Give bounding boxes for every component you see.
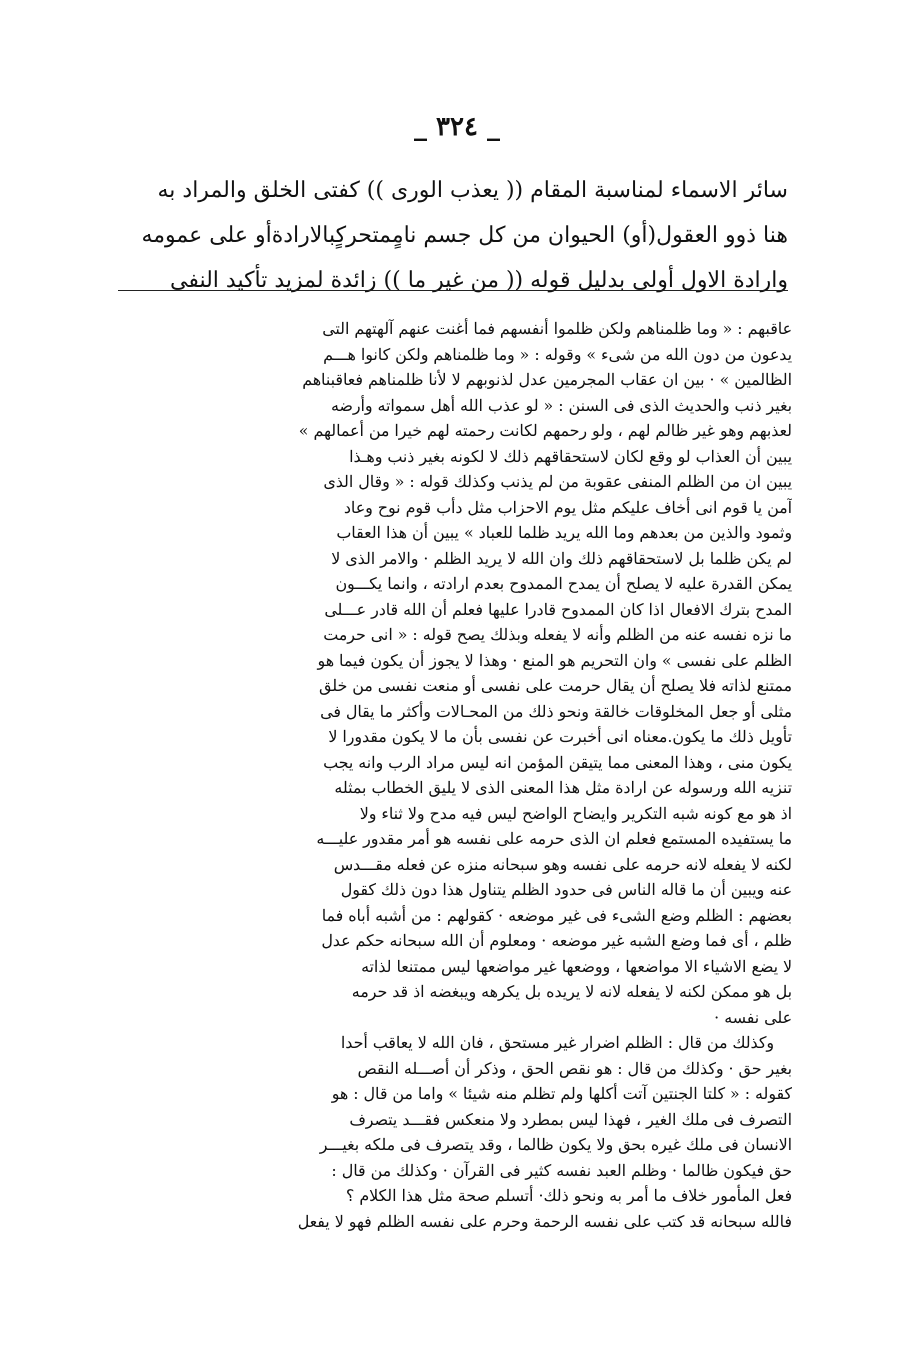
note-line: يبين أن العذاب لو وقع لكان لاستحقاقهم ذلك لا لكونه بغير ذنب وهـذا [349, 446, 792, 466]
footnote-divider [118, 290, 788, 291]
note-line: لعذبهم وهو غير ظالم لهم ، ولو رحمهم لكانت رحمته لهم خيرا من أعمالهم » [298, 421, 792, 440]
note-line: الانسان فى ملك غيره بحق ولا يكون ظالما ، وقد يتصرف فى ملكه بغيـــر [319, 1135, 792, 1154]
note-line: كقوله : « كلتا الجنتين آتت أكلها ولم تظلم منه شيئا » واما من قال : هو [331, 1084, 792, 1103]
note-line: لم يكن ظلما بل لاستحقاقهم ذلك وان الله لا يريد الظلم · والامر الذى لا [331, 548, 792, 568]
main-line: سائر الاسماء لمناسبة المقام (( يعذب الورى )) كفتى الخلق والمراد به [157, 178, 788, 203]
note-line: بغير ذنب والحديث الذى فى السنن : « لو عذب الله أهل سمواته وأرضه [330, 395, 792, 415]
note-line: آمن يا قوم انى أخاف عليكم مثل يوم الاحزاب مثل دأب قوم نوح وعاد [343, 497, 792, 517]
note-line: ممتنع لذاته فلا يصلح أن يقال حرمت على نفسى أو منعت نفسى من خلق [319, 676, 792, 695]
note-line: يمكن القدرة عليه لا يصلح أن يمدح الممدوح بعدم ارادته ، وانما يكـــون [335, 574, 792, 593]
note-line: يدعون من دون الله من شىء » وقوله : « وما ظلمناهم ولكن كانوا هـــم [323, 344, 792, 364]
note-line: مثلى أو جعل المخلوقات خالقة ونحو ذلك من المحـالات وأكثر ما يقال فى [320, 701, 792, 721]
note-line: حق فيكون ظالما · وظلم العبد نفسه كثير فى القرآن · وكذلك من قال : [331, 1160, 792, 1180]
note-line: لا يضع الاشياء الا مواضعها ، ووضعها غير مواضعها ليس ممتنعا لذاته [361, 956, 792, 976]
page-number: _ ٣٢٤ _ [413, 112, 501, 142]
note-line: فالله سبحانه قد كتب على نفسه الرحمة وحرم على نفسه الظلم فهو لا يفعل [297, 1211, 792, 1231]
note-line: لكنه لا يفعله لانه حرمه على نفسه وهو سبحانه منزه عن فعله مقـــدس [333, 854, 792, 874]
note-line: وثمود والذين من بعدهم وما الله يريد ظلما للعباد » يبين أن هذا العقاب [336, 523, 792, 542]
note-line: يكون منى ، وهذا المعنى مما يتيقن المؤمن انه ليس مراد الرب وانه يجب [323, 752, 792, 772]
note-line: تأويل ذلك ما يكون.معناه انى أخبرت عن نفسى بأن ما لا يكون مقدورا لا [328, 727, 792, 746]
note-line: اذ هو مع كونه شبه التكرير وايضاح الواضح ليس فيه مدح ولا ثناء ولا [359, 803, 792, 823]
note-line: عنه ويبين أن ما قاله الناس فى حدود الظلم يتناول هذا دون ذلك كقول [340, 880, 792, 899]
note-line: على نفسه · [714, 1007, 792, 1027]
note-line: الظالمين » · بين ان عقاب المجرمين عدل لذنوبهم لا لأنا ظلمناهم فعاقبناهم [302, 370, 792, 389]
note-line: ما نزه نفسه عنه من الظلم وأنه لا يفعله وبذلك يصح قوله : « انى حرمت [323, 625, 792, 644]
note-line: بعضهم : الظلم وضع الشىء فى غير موضعه · كقولهم : من أشبه أباه فما [321, 905, 792, 925]
note-line: التصرف فى ملك الغير ، فهذا ليس بمطرد ولا منعكس فقـــد يتصرف [349, 1109, 792, 1129]
note-line: الظلم على نفسى » وان التحريم هو المنع · وهذا لا يجوز أن يكون فيما هو [317, 650, 792, 670]
main-text [118, 168, 788, 303]
note-line: ظلم ، أى فما وضع الشبه غير موضعه · ومعلوم أن الله سبحانه حكم عدل [321, 931, 792, 950]
note-line: فعل المأمور خلاف ما أمر به ونحو ذلك· أتسلم صحة مثل هذا الكلام ؟ [345, 1186, 792, 1205]
main-line: هنا ذوو العقول(أو) الحيوان من كل جسم نامٍمتحركٍبالارادةأو على عمومه [141, 223, 788, 248]
note-line: ما يستفيده المستمع فعلم ان الذى حرمه على نفسه هو أمر مقدور عليـــه [316, 829, 792, 848]
main-line: وارادة الاول أولى بدليل قوله (( من غير ما )) زائدة لمزيد تأكيد النفى [169, 268, 788, 293]
footnote-text [112, 316, 792, 1234]
note-line: بل هو ممكن لكنه لا يفعله لانه لا يريده بل يكرهه ويبغضه اذ قد حرمه [351, 982, 792, 1001]
note-line: تنزيه الله ورسوله عن ارادة مثل هذا المعنى الذى لا يليق الخطاب بمثله [334, 778, 792, 797]
note-line: وكذلك من قال : الظلم اضرار غير مستحق ، فان الله لا يعاقب أحدا [340, 1033, 774, 1052]
note-line: يبين ان من الظلم المنفى عقوبة من لم يذنب وكذلك قوله : « وقال الذى [323, 472, 792, 491]
note-line: عاقبهم : « وما ظلمناهم ولكن ظلموا أنفسهم فما أغنت عنهم آلهتهم التى [322, 319, 792, 338]
note-line: بغير حق · وكذلك من قال : هو نقص الحق ، وذكر أن أصـــله النقص [357, 1058, 792, 1078]
note-line: المدح بترك الافعال اذا كان الممدوح قادرا عليها فعلم أن الله قادر عـــلى [324, 599, 792, 619]
